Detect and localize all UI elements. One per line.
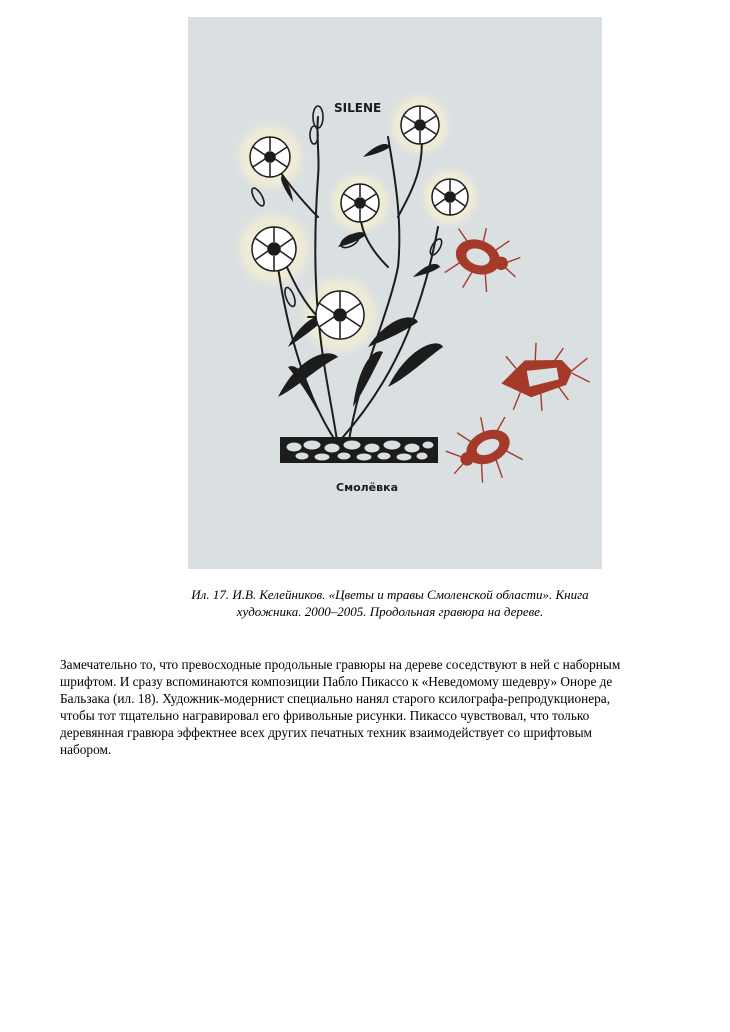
figure-title-label: SILENE	[334, 101, 382, 115]
red-bugs	[437, 219, 595, 495]
woodcut-svg	[188, 17, 602, 569]
figure-bottom-label: Смолёвка	[336, 481, 398, 494]
figure-caption	[120, 586, 660, 620]
paragraph-line: деревянная гравюра эффектнее всех других печатных техник взаимодействует со шрифтовым	[60, 725, 592, 740]
bug-3	[437, 408, 527, 496]
paragraph-line: чтобы тот тщательно награвировал его фривольные рисунки. Пикассо чувствовал, что только	[60, 708, 590, 723]
paragraph-line: Замечательно то, что превосходные продольные гравюры на дереве соседствуют в ней с наборным	[60, 657, 621, 672]
paragraph-line: шрифтом. И сразу вспоминаются композиции Пабло Пикассо к «Неведомому шедевру» Оноре де	[60, 674, 613, 689]
caption-line: художника. 2000–2005. Продольная гравюра на дереве.	[236, 604, 544, 619]
body-paragraph	[60, 656, 680, 758]
caption-line: Ил. 17. И.В. Келейников. «Цветы и травы Смоленской области». Книга	[191, 587, 589, 602]
paragraph-line: набором.	[60, 742, 112, 757]
woodcut-illustration	[188, 17, 602, 569]
pebble-base	[280, 437, 438, 463]
bug-1	[440, 219, 528, 303]
bug-2	[497, 334, 595, 416]
paragraph-line: Бальзака (ил. 18). Художник-модернист специально нанял старого ксилографа-репродукционера,	[60, 691, 611, 706]
